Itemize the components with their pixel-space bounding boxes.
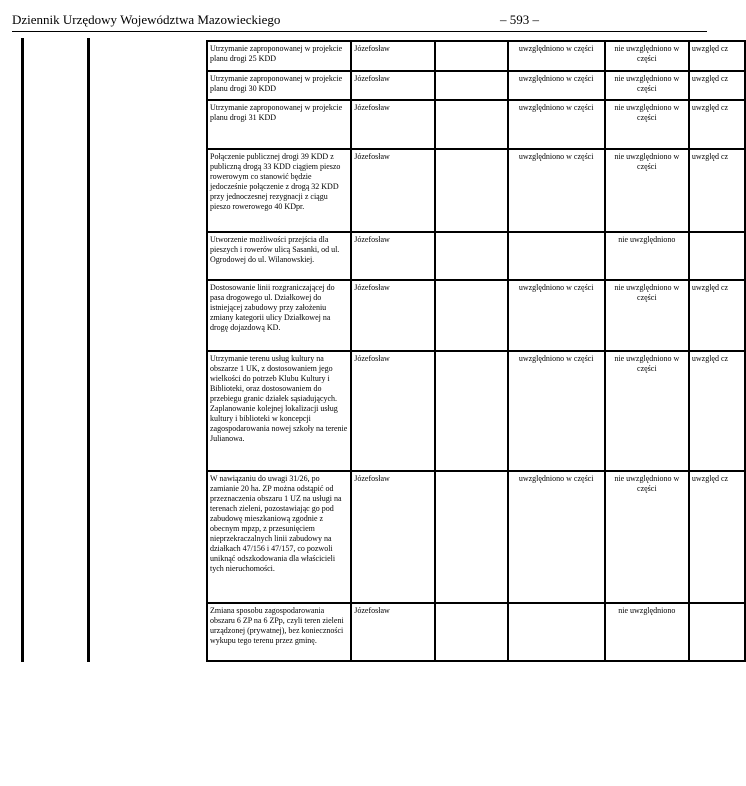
final-resolution-cell: uwzględ cz xyxy=(689,100,745,149)
final-resolution-cell: uwzględ cz xyxy=(689,351,745,471)
council-resolution-cell: nie uwzględniono xyxy=(605,232,689,280)
empty-cell xyxy=(435,603,507,661)
page-number: – 593 – xyxy=(500,12,539,27)
area-cell: Józefosław xyxy=(351,71,435,100)
council-resolution-cell: nie uwzględniono w części xyxy=(605,100,689,149)
final-resolution-cell xyxy=(689,603,745,661)
final-resolution-cell: uwzględ cz xyxy=(689,471,745,603)
final-resolution-cell: uwzględ cz xyxy=(689,41,745,71)
empty-cell xyxy=(435,351,507,471)
table-row xyxy=(207,41,745,71)
empty-cell xyxy=(435,71,507,100)
remark-content-cell: Połączenie publicznej drogi 39 KDD z publiczną drogą 33 KDD ciągiem pieszo rowerowym co stanowić będzie jedocześnie połączenie z drogą 32 KDD przy jednoczesnej rezygnacji z ciągu pieszo rowerowego 40 KDpr. xyxy=(207,149,351,232)
resolution-cell: uwzględniono w części xyxy=(508,471,605,603)
second-column-border xyxy=(87,38,90,662)
resolution-cell: uwzględniono w części xyxy=(508,351,605,471)
left-column-border xyxy=(21,38,24,662)
council-resolution-cell: nie uwzględniono w części xyxy=(605,149,689,232)
header-rule xyxy=(12,31,707,32)
remark-content-cell: Zmiana sposobu zagospodarowania obszaru 6 ZP na 6 ZPp, czyli teren zieleni urządzonej (prywatnej), bez konieczności wykupu tego terenu przez gminę. xyxy=(207,603,351,661)
final-resolution-cell: uwzględ cz xyxy=(689,71,745,100)
remark-content-cell: Utrzymanie zaproponowanej w projekcie planu drogi 31 KDD xyxy=(207,100,351,149)
resolution-cell: uwzględniono w części xyxy=(508,41,605,71)
council-resolution-cell: nie uwzględniono w części xyxy=(605,471,689,603)
area-cell: Józefosław xyxy=(351,41,435,71)
table-row xyxy=(207,280,745,351)
council-resolution-cell: nie uwzględniono xyxy=(605,603,689,661)
area-cell: Józefosław xyxy=(351,603,435,661)
table-row xyxy=(207,71,745,100)
council-resolution-cell: nie uwzględniono w części xyxy=(605,351,689,471)
resolution-cell xyxy=(508,603,605,661)
council-resolution-cell: nie uwzględniono w części xyxy=(605,280,689,351)
journal-title: Dziennik Urzędowy Województwa Mazowieckiego xyxy=(12,12,281,27)
remark-content-cell: Utrzymanie terenu usług kultury na obszarze 1 UK, z dostosowaniem jego wielkości do potrzeb Klubu Kultury i Biblioteki, oraz dostosowaniem do przebiegu granic działek sąsiadujących. Zaplanowanie kolejnej lokalizacji usług kultury i biblioteki w koncepcji zagospodarowania nowej szkoły na terenie Julianowa. xyxy=(207,351,351,471)
empty-cell xyxy=(435,232,507,280)
resolution-cell: uwzględniono w części xyxy=(508,280,605,351)
area-cell: Józefosław xyxy=(351,100,435,149)
area-cell: Józefosław xyxy=(351,471,435,603)
empty-cell xyxy=(435,471,507,603)
table-row xyxy=(207,149,745,232)
remark-content-cell: W nawiązaniu do uwagi 31/26, po zamianie 20 ha. ZP można odstąpić od przeznaczenia obszaru 1 UZ na usługi na terenach zieleni, pozostawiając go pod zabudowę mieszkaniową zgodnie z obecnym mpzp, z przesunięciem nieprzekraczalnych linii zabudowy na działkach 47/156 i 47/157, co pozwoli uniknąć odszkodowania dla właścicieli tych nieruchomości. xyxy=(207,471,351,603)
area-cell: Józefosław xyxy=(351,149,435,232)
resolution-cell: uwzględniono w części xyxy=(508,149,605,232)
remark-content-cell: Dostosowanie linii rozgraniczającej do pasa drogowego ul. Działkowej do istniejącej zabudowy przy założeniu zmiany kategorii ulicy Działkowej na drogę dojazdową KD. xyxy=(207,280,351,351)
area-cell: Józefosław xyxy=(351,232,435,280)
empty-cell xyxy=(435,149,507,232)
empty-cell xyxy=(435,41,507,71)
area-cell: Józefosław xyxy=(351,280,435,351)
remark-content-cell: Utrzymanie zaproponowanej w projekcie planu drogi 25 KDD xyxy=(207,41,351,71)
area-cell: Józefosław xyxy=(351,351,435,471)
resolution-cell xyxy=(508,232,605,280)
resolution-cell: uwzględniono w części xyxy=(508,71,605,100)
empty-cell xyxy=(435,100,507,149)
table-row xyxy=(207,603,745,661)
table-row xyxy=(207,471,745,603)
remarks-table xyxy=(206,40,746,662)
final-resolution-cell: uwzględ cz xyxy=(689,149,745,232)
remark-content-cell: Utworzenie możliwości przejścia dla pieszych i rowerów ulicą Sasanki, od ul. Ogrodowej do ul. Wilanowskiej. xyxy=(207,232,351,280)
final-resolution-cell: uwzględ cz xyxy=(689,280,745,351)
final-resolution-cell xyxy=(689,232,745,280)
table-row xyxy=(207,232,745,280)
remark-content-cell: Utrzymanie zaproponowanej w projekcie planu drogi 30 KDD xyxy=(207,71,351,100)
empty-cell xyxy=(435,280,507,351)
resolution-cell: uwzględniono w części xyxy=(508,100,605,149)
council-resolution-cell: nie uwzględniono w części xyxy=(605,71,689,100)
table-row xyxy=(207,351,745,471)
council-resolution-cell: nie uwzględniono w części xyxy=(605,41,689,71)
table-row xyxy=(207,100,745,149)
